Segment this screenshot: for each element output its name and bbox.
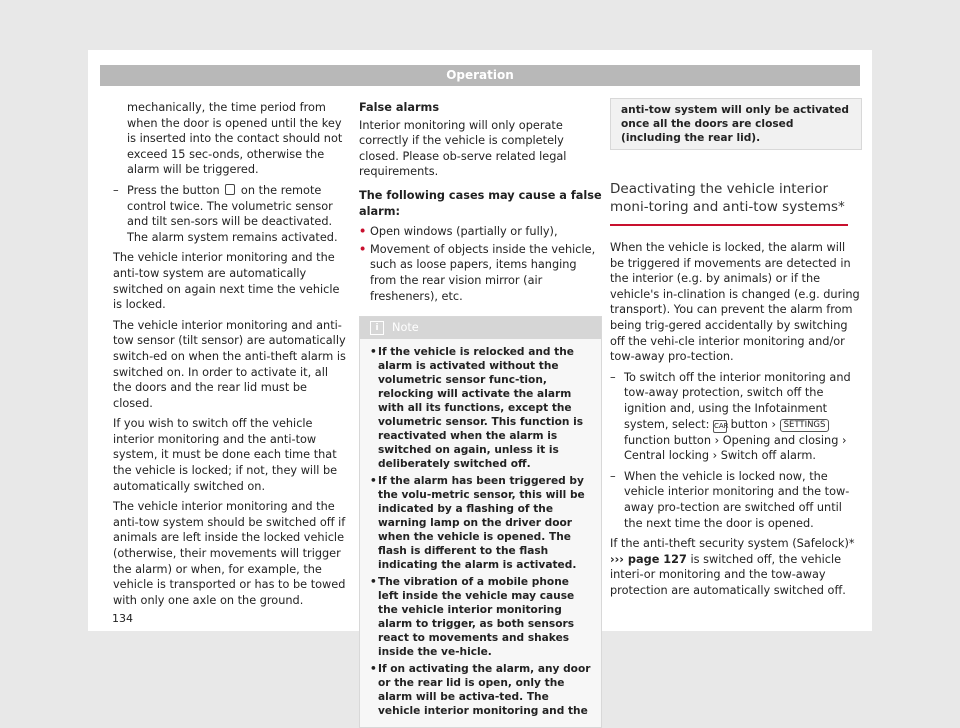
note-box [359, 316, 602, 728]
dash-text: on the remote control twice. The volumetric sensor and tilt sen-sors will be deactivated. The alarm system remains activated. [127, 183, 338, 244]
dash-item: – When the vehicle is locked now, the vehicle interior monitoring and the tow-away pro-tection are switched off until the next time the door is opened. [610, 469, 850, 530]
page-link[interactable]: ››› page 127 [610, 552, 687, 566]
note-title: Note [392, 321, 419, 335]
page-header: Operation [100, 65, 860, 86]
dash-text: Press the button [127, 183, 220, 197]
note-continuation-box: anti-tow system will only be activated once all the doors are closed (including the rear lid). [610, 98, 862, 150]
info-icon: i [370, 321, 384, 335]
list-item: • Open windows (partially or fully), [359, 225, 558, 239]
paragraph: When the vehicle is locked, the alarm will be triggered if movements are detected in the interior (e.g. by animals) or if the vehicle's in-clination is changed (e.g. during transport). You can prevent the alarm from being trig-gered accidentally by switching off the vehi-cle interior monitoring and/or tow-away pro-tection. [610, 241, 860, 364]
dash-item: – To switch off the interior monitoring and tow-away protection, switch off the ignition and, using the Infotainment system, select: CAR button › SETTINGS function button › Opening and closing › Central locking › Switch off alarm. [610, 370, 851, 463]
section-heading: Deactivating the vehicle interior moni-toring and anti-tow systems* [610, 180, 848, 226]
paragraph: Interior monitoring will only operate correctly if the vehicle is completely closed. Please ob-serve related legal requirements. [359, 118, 567, 179]
column-right [610, 100, 862, 603]
paragraph: If you wish to switch off the vehicle interior monitoring and the anti-tow system, it must be done each time that the vehicle is locked; if not, they will be automatically switched on. [113, 417, 338, 493]
subheading-false-alarms: False alarms [359, 101, 440, 114]
paragraph-bold: The following cases may cause a false alarm: [359, 188, 602, 218]
settings-key: SETTINGS [780, 419, 830, 432]
note-item: • The vibration of a mobile phone left inside the vehicle may cause the vehicle interior monitoring alarm to trigger, as both sensors react to movements and shakes inside the ve-hicle. [370, 576, 575, 659]
note-body [360, 339, 601, 727]
dash-item: – Press the button on the remote control twice. The volumetric sensor and tilt sen-sors will be deactivated. The alarm system remains activated. [113, 183, 338, 244]
car-key-icon: CAR [713, 420, 727, 433]
note-header [360, 317, 601, 339]
paragraph: mechanically, the time period from when the door is opened until the key is inserted into the contact should not exceed 15 sec-onds, otherwise the alarm will be triggered. [127, 101, 343, 177]
page-number: 134 [112, 612, 133, 625]
paragraph: The vehicle interior monitoring and the anti-tow system are automatically switched on again next time the vehicle is locked. [113, 251, 340, 312]
column-left [113, 100, 350, 613]
paragraph: The vehicle interior monitoring and anti-tow sensor (tilt sensor) are automatically switch-ed on when the anti-theft alarm is switched on. In order to activate it, all the doors and the rear lid must be closed. [113, 318, 346, 410]
note-item: • If the vehicle is relocked and the alarm is activated without the volumetric sensor func-tion, relocking will activate the alarm with all its functions, except the volumetric sensor. This function is reactivated when the alarm is switched on again, unless it is deliberately switched off. [370, 346, 584, 471]
paragraph: If the anti-theft security system (Safelock)* ››› page 127 is switched off, the vehicle interi-or monitoring and the tow-away protection are automatically switched off. [610, 537, 855, 597]
paragraph: The vehicle interior monitoring and the anti-tow system should be switched off if animals are left inside the locked vehicle (otherwise, their movements will trigger the alarm) or when, for example, the vehicle is transported or has to be towed with only one axle on the ground. [113, 500, 346, 607]
note-item: • If on activating the alarm, any door or the rear lid is open, only the alarm will be activa-ted. The vehicle interior monitoring and the [370, 663, 591, 718]
lock-icon [225, 184, 235, 195]
note-item: • If the alarm has been triggered by the volu-metric sensor, this will be indicated by a flashing of the warning lamp on the driver door when the vehicle is opened. The flash is different to the flash indicating the alarm is activated. [370, 475, 585, 572]
list-item: • Movement of objects inside the vehicle, such as loose papers, items hanging from the rear vision mirror (air fresheners), etc. [359, 242, 596, 303]
column-middle [359, 100, 602, 728]
